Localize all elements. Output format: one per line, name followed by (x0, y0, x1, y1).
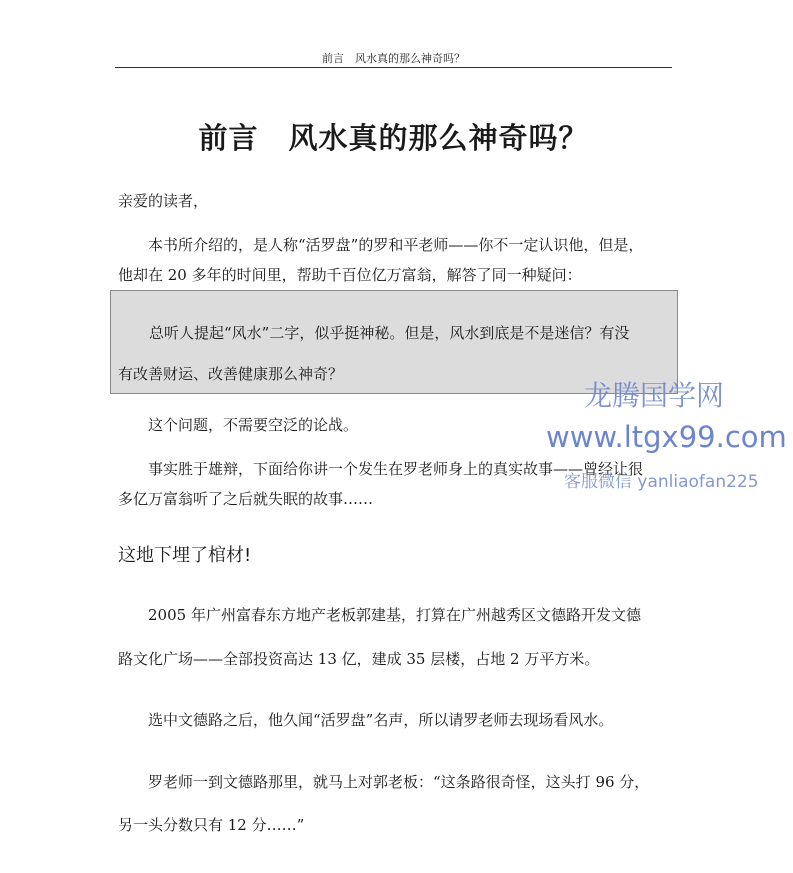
section-heading: 这地下埋了棺材! (118, 545, 252, 566)
quote-line-2: 有改善财运、改善健康那么神奇？ (118, 365, 344, 383)
section-p3-line-1: 罗老师一到文德路那里，就马上对郭老板：“这条路很奇怪，这头打 96 分， (148, 773, 650, 791)
story-line-2: 多亿万富翁听了之后就失眠的故事…… (118, 490, 374, 508)
question-line: 这个问题，不需要空泛的论战。 (148, 416, 359, 434)
section-p2: 选中文德路之后，他久闻“活罗盘”名声，所以请罗老师去现场看风水。 (148, 711, 614, 729)
story-line-1: 事实胜于雄辩，下面给你讲一个发生在罗老师身上的真实故事——曾经让很 (148, 460, 644, 478)
section-p3-line-2: 另一头分数只有 12 分……” (118, 816, 305, 834)
greeting: 亲爱的读者， (118, 192, 209, 210)
section-p1-line-2: 路文化广场——全部投资高达 13 亿，建成 35 层楼，占地 2 万平方米。 (118, 650, 600, 668)
chapter-title: 前言 风水真的那么神奇吗？ (198, 121, 589, 155)
watermark-url: www.ltgx99.com (546, 420, 787, 454)
section-p1-line-1: 2005 年广州富春东方地产老板郭建基，打算在广州越秀区文德路开发文德 (148, 606, 641, 624)
intro-line-2: 他却在 20 多年的时间里，帮助千百位亿万富翁，解答了同一种疑问： (118, 266, 582, 284)
watermark-contact: 客服微信 yanliaofan225 (564, 472, 759, 492)
watermark-brand: 龙腾国学网 (584, 379, 725, 412)
header-rule (115, 67, 672, 68)
running-header: 前言 风水真的那么神奇吗？ (322, 52, 465, 65)
intro-line-1: 本书所介绍的，是人称“活罗盘”的罗和平老师——你不一定认识他，但是， (148, 236, 644, 254)
quote-line-1: 总听人提起“风水”二字，似乎挺神秘。但是，风水到底是不是迷信？有没 (149, 324, 630, 342)
